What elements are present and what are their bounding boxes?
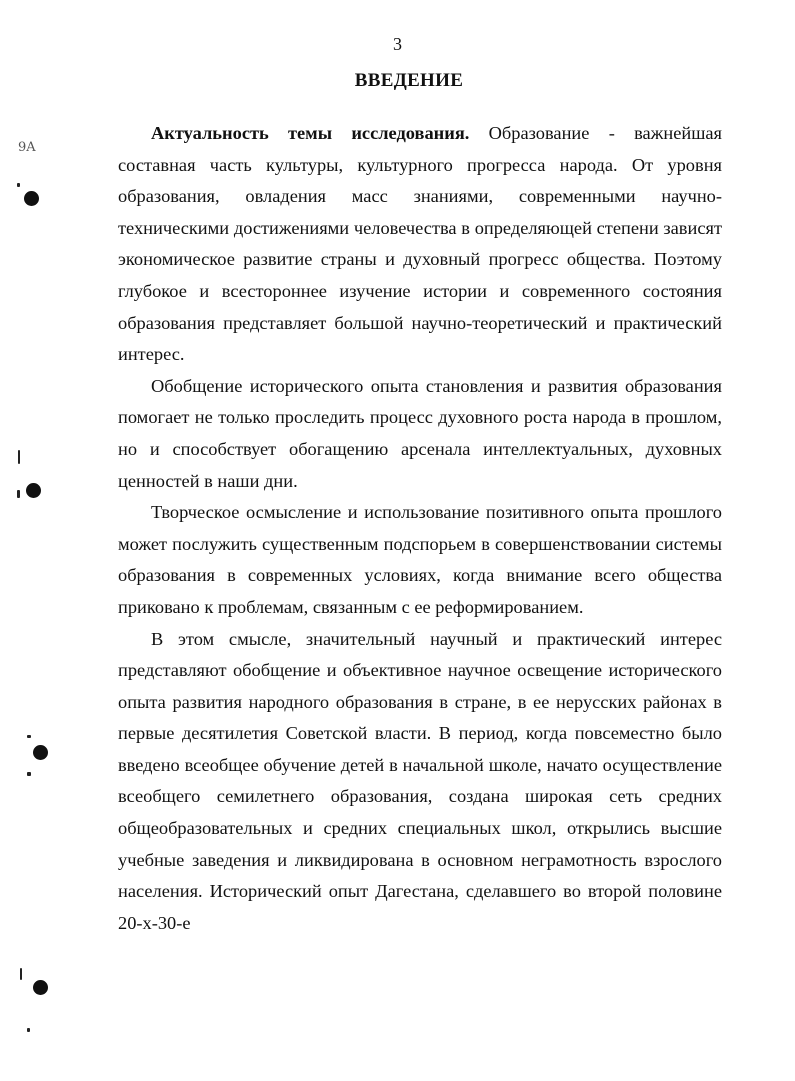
punch-hole-1 — [24, 191, 39, 206]
paragraph-lead: Актуальность темы исследования. — [151, 123, 470, 143]
paragraph: В этом смысле, значительный научный и практический интерес представляют обобщение и объективное научное освещение исторического опыта развития народного образования в стране, в ее нерусских районах в первые десятилетия Советской власти. В период, когда повсеместно было введено всеобщее обучение детей в начальной школе, начато осуществление всеобщего семилетнего образования, создана широкая сеть средних общеобразовательных и средних специальных школ, открылись высшие учебные заведения и ликвидирована в основном неграмотность взрослого населения. Исторический опыт Дагестана, сделавшего во второй половине 20-х-30-е — [118, 628, 722, 933]
body-text — [118, 118, 722, 939]
paragraph-text: Образование - важнейшая составная часть культуры, культурного прогресса народа. От уровня образования, овладения масс знаниями, современными научно-техническими достижениями человечества в определяющей степени зависят экономическое развитие страны и духовный прогресс общества. Поэтому глубокое и всестороннее изучение истории и современного состояния образования представляет большой научно-теоретический и практический интерес. — [118, 123, 723, 365]
page-title: ВВЕДЕНИЕ — [354, 70, 464, 91]
scan-speck — [27, 1028, 30, 1032]
scan-speck — [18, 450, 20, 464]
scan-speck — [17, 490, 20, 498]
scan-speck — [27, 735, 31, 738]
margin-annotation: 9A — [18, 140, 36, 155]
scan-speck — [27, 772, 31, 776]
page-number: 3 — [393, 34, 402, 54]
scan-speck — [17, 183, 20, 187]
punch-hole-2 — [26, 483, 41, 498]
paragraph: Обобщение исторического опыта становления и развития образования помогает не только проследить процесс духовного роста народа в прошлом, но и способствует обогащению арсенала интеллектуальных, духовных ценностей в наши дни. — [118, 375, 722, 491]
scan-speck — [20, 968, 22, 980]
punch-hole-3 — [33, 745, 48, 760]
punch-hole-4 — [33, 980, 48, 995]
paragraph: Творческое осмысление и использование позитивного опыта прошлого может послужить существенным подспорьем в совершенствовании системы образования в современных условиях, когда внимание всего общества приковано к проблемам, связанным с ее реформированием. — [118, 502, 722, 617]
paragraph-relevance — [118, 118, 722, 371]
